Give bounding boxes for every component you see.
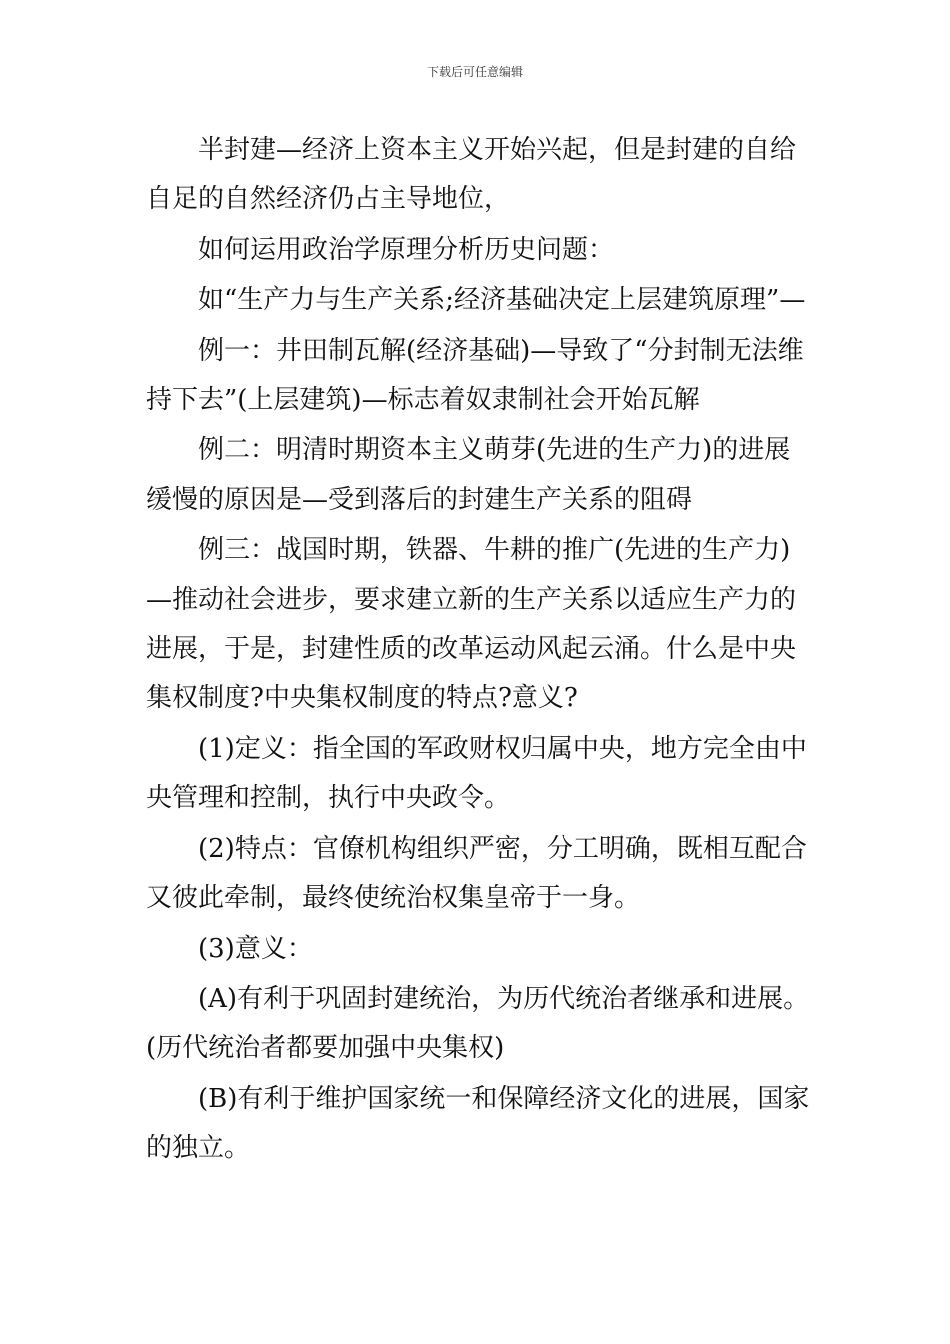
paragraph-how-to-apply-principles: 如何运用政治学原理分析历史问题：: [198, 234, 615, 265]
paragraph-productivity-principle: 如“生产力与生产关系;经济基础决定上层建筑原理”—: [198, 285, 806, 316]
paragraph-significance-a: (A)有利于巩固封建统治，为历代统治者继承和进展。(历代统治者都要加强中央集权): [146, 983, 810, 1064]
paragraph-significance-heading: (3)意义：: [198, 933, 313, 964]
paragraph-example-one: 例一：井田制瓦解(经济基础)—导致了“分封制无法维持下去”(上层建筑)—标志着奴隶制社会开始瓦解: [146, 335, 804, 416]
document-body: [146, 126, 810, 1175]
page-header-note: 下载后可任意编辑: [426, 65, 523, 79]
paragraph-semi-feudal-economy: 半封建—经济上资本主义开始兴起，但是封建的自给自足的自然经济仍占主导地位，: [146, 135, 797, 215]
paragraph-example-three: 例三：战国时期，铁器、牛耕的推广(先进的生产力)—推动社会进步，要求建立新的生产关系以适应生产力的进展，于是，封建性质的改革运动风起云涌。什么是中央集权制度?中央集权制度的特点?意义?: [146, 535, 797, 714]
paragraph-significance-b: (B)有利于维护国家统一和保障经济文化的进展，国家的独立。: [146, 1083, 810, 1164]
paragraph-definition: (1)定义：指全国的军政财权归属中央，地方完全由中央管理和控制，执行中央政令。: [146, 733, 807, 814]
paragraph-characteristics: (2)特点：官僚机构组织严密，分工明确，既相互配合又彼此牵制，最终使统治权集皇帝于一身。: [146, 833, 807, 914]
paragraph-example-two: 例二：明清时期资本主义萌芽(先进的生产力)的进展缓慢的原因是—受到落后的封建生产关系的阻碍: [146, 435, 791, 515]
